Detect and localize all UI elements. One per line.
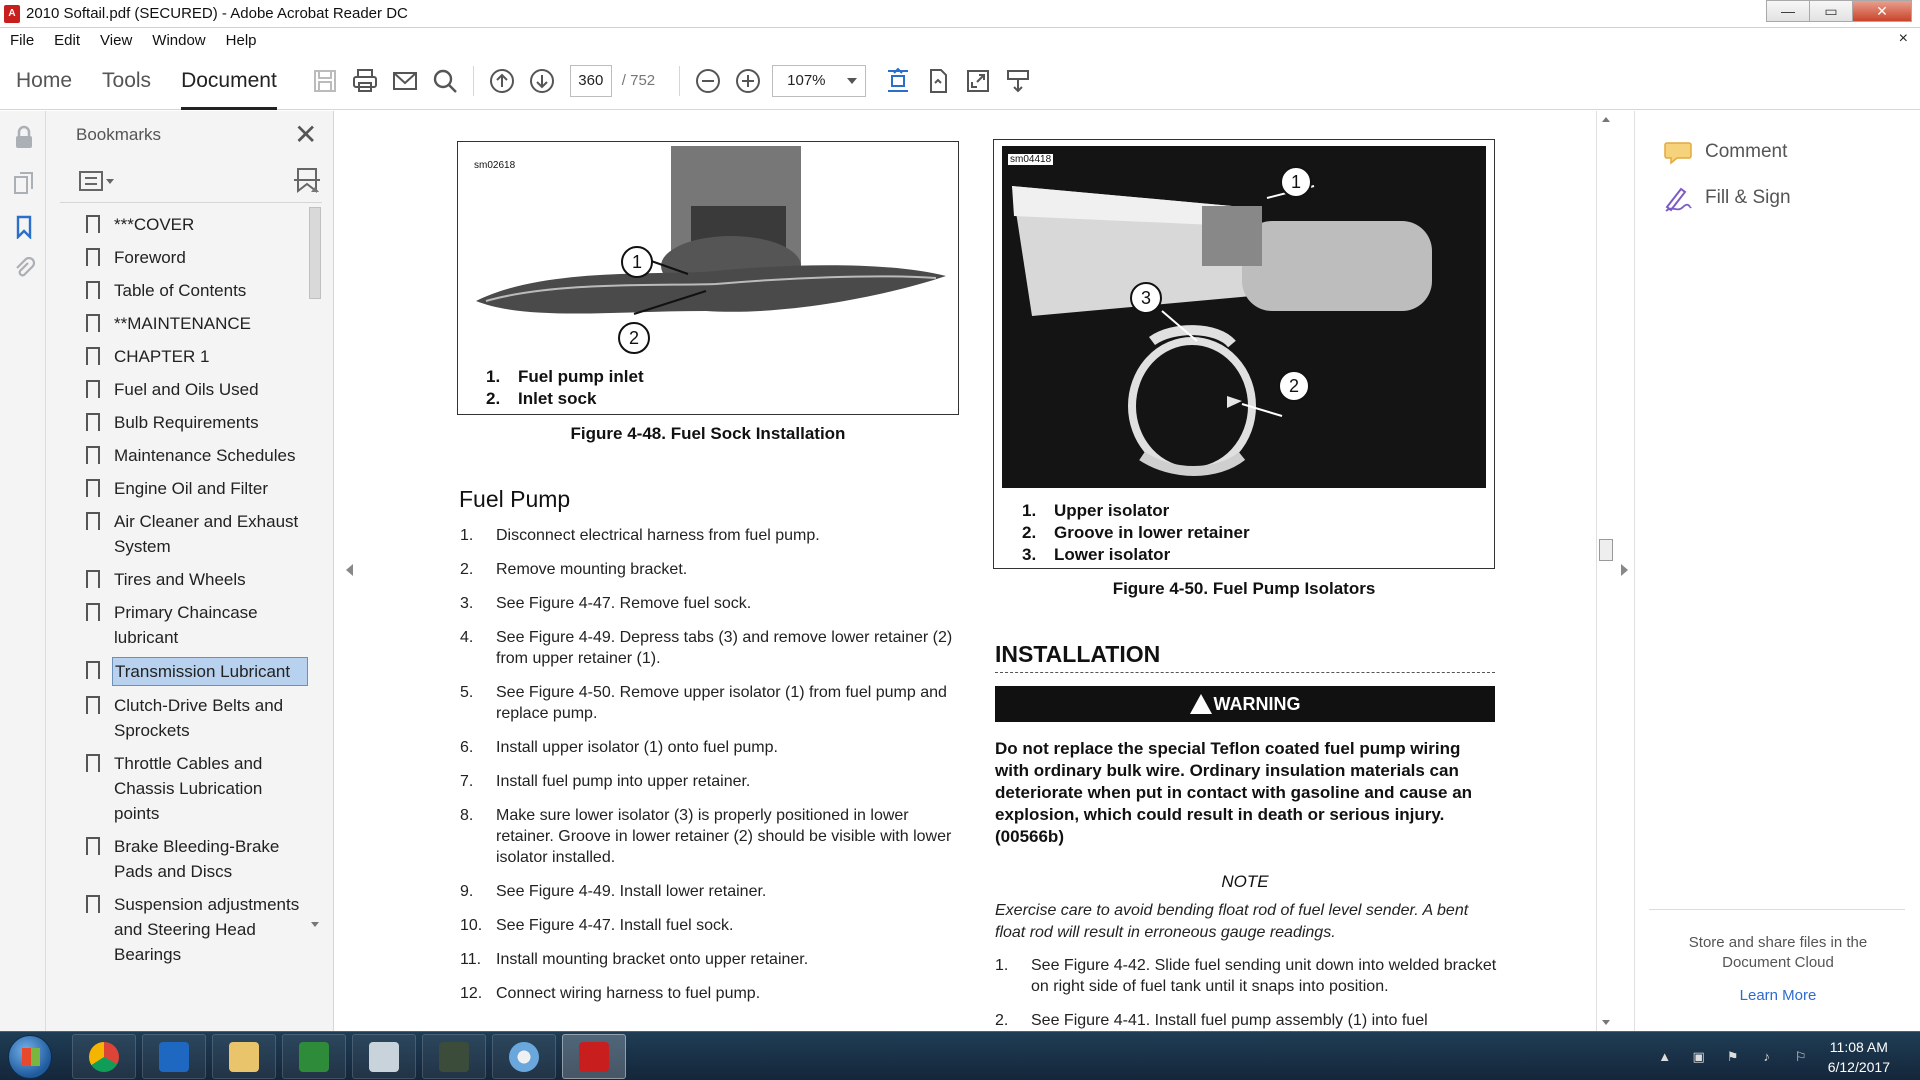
step-text: See Figure 4-47. Remove fuel sock.	[496, 595, 752, 612]
step-text: Install fuel pump into upper retainer.	[496, 773, 751, 790]
bookmark-label: Bulb Requirements	[114, 413, 259, 432]
scroll-thumb[interactable]	[309, 207, 321, 299]
bookmark-list	[60, 211, 310, 1023]
bookmark-label: Primary Chaincase lubricant	[114, 603, 258, 647]
pdf-page	[360, 111, 1596, 1031]
bookmark-label: Brake Bleeding-Brake Pads and Discs	[114, 837, 280, 881]
scroll-down-icon[interactable]	[1602, 1020, 1610, 1025]
step-number: 1.	[995, 957, 1009, 974]
outlook-taskbar-button[interactable]	[142, 1034, 206, 1079]
calculator-icon	[369, 1042, 399, 1072]
document-view[interactable]	[360, 111, 1596, 1031]
section-heading: Fuel Pump	[459, 486, 571, 512]
bookmark-label: Maintenance Schedules	[114, 446, 296, 465]
maximize-button[interactable]: ▭	[1809, 0, 1853, 22]
bookmark-icon	[86, 754, 100, 772]
bookmark-label: Tires and Wheels	[114, 570, 246, 589]
legend-number: 2.	[486, 389, 501, 408]
volume-icon[interactable]: ♪	[1763, 1049, 1770, 1064]
bookmark-item[interactable]	[60, 310, 310, 337]
menu-edit[interactable]: Edit	[54, 31, 81, 49]
step-item	[995, 955, 1497, 997]
network-icon[interactable]: ▣	[1692, 1048, 1705, 1064]
bookmark-label: Throttle Cables and Chassis Lubrication points	[114, 754, 263, 823]
toolbar-divider	[679, 66, 680, 96]
warning-label: WARNING	[1213, 693, 1301, 714]
attachments-icon[interactable]	[12, 257, 36, 281]
bookmark-icon	[86, 380, 100, 398]
step-item	[460, 949, 960, 970]
note-title: NOTE	[1221, 872, 1269, 891]
zoom-level-value: 107%	[787, 72, 826, 89]
paint-taskbar-button[interactable]	[492, 1034, 556, 1079]
bookmark-icon	[86, 837, 100, 855]
bookmark-icon	[86, 895, 100, 913]
bookmark-item[interactable]	[60, 566, 310, 593]
step-number: 8.	[460, 807, 474, 824]
bookmark-item[interactable]	[60, 211, 310, 238]
close-document-button[interactable]: ×	[1898, 30, 1908, 47]
app-taskbar-button[interactable]	[282, 1034, 346, 1079]
step-text: See Figure 4-49. Install lower retainer.	[496, 883, 767, 900]
bookmark-item-selected[interactable]	[60, 657, 310, 686]
legend-text: Upper isolator	[1054, 501, 1170, 520]
bookmark-options-icon[interactable]	[78, 169, 116, 193]
zoom-in-icon[interactable]	[728, 61, 768, 101]
step-number: 9.	[460, 883, 474, 900]
monitor-icon	[439, 1042, 469, 1072]
document-cloud-text: Store and share files in the Document Cloud	[1688, 934, 1868, 971]
bookmark-label: CHAPTER 1	[114, 347, 210, 366]
figure-caption: Figure 4-48. Fuel Sock Installation	[570, 424, 846, 443]
fuel-pump-isolators-photo	[1002, 146, 1486, 488]
fuel-sock-drawing	[466, 146, 952, 346]
comment-label: Comment	[1705, 141, 1788, 162]
legend-text: Fuel pump inlet	[518, 367, 644, 386]
step-text: See Figure 4-42. Slide fuel sending unit down into welded bracket on right side of fuel tank until it snaps into position.	[1031, 957, 1497, 995]
step-number: 12.	[460, 985, 483, 1002]
bookmark-label: Suspension adjustments and Steering Head Bearings	[114, 895, 300, 964]
bookmark-label: Transmission Lubricant	[112, 657, 308, 686]
bookmark-item[interactable]	[60, 409, 310, 436]
warning-icon	[1190, 694, 1212, 714]
bookmark-item[interactable]	[60, 508, 310, 560]
bookmark-label: Clutch-Drive Belts and Sprockets	[114, 696, 284, 740]
chevron-down-icon	[847, 78, 857, 84]
full-screen-icon[interactable]	[958, 61, 998, 101]
step-text: See Figure 4-50. Remove upper isolator (1) from fuel pump and replace pump.	[496, 684, 947, 722]
bookmark-item[interactable]	[60, 692, 310, 744]
bookmark-item[interactable]	[60, 599, 310, 651]
close-window-button[interactable]: ✕	[1852, 0, 1912, 22]
page-total: / 752	[621, 72, 656, 89]
warning-banner	[995, 686, 1495, 722]
bookmark-item[interactable]	[60, 277, 310, 304]
scroll-up-icon[interactable]	[1602, 117, 1610, 122]
divider	[995, 672, 1495, 673]
bookmark-icon	[86, 314, 100, 332]
acrobat-icon	[579, 1042, 609, 1072]
bookmark-item[interactable]	[60, 343, 310, 370]
folder-icon	[229, 1042, 259, 1072]
step-item	[460, 525, 960, 546]
callout-2: 2	[618, 322, 650, 354]
step-number: 5.	[460, 684, 474, 701]
bookmark-icon	[86, 281, 100, 299]
figure-legend	[1022, 500, 1250, 566]
step-number: 1.	[460, 527, 474, 544]
bookmark-label: **MAINTENANCE	[114, 314, 251, 333]
previous-page-icon[interactable]	[482, 61, 522, 101]
clock-date: 6/12/2017	[1827, 1058, 1890, 1075]
step-text: Remove mounting bracket.	[496, 561, 688, 578]
rotate-page-icon[interactable]	[918, 61, 958, 101]
zoom-out-icon[interactable]	[688, 61, 728, 101]
show-hidden-icons-icon[interactable]: ▲	[1658, 1049, 1672, 1064]
callout-3: 3	[1130, 282, 1162, 314]
toolbar-divider	[473, 66, 474, 96]
collapse-left-panel-icon[interactable]	[346, 564, 353, 576]
bookmarks-panel	[46, 111, 334, 1031]
step-text: Install mounting bracket onto upper retainer.	[496, 951, 809, 968]
step-text: Disconnect electrical harness from fuel pump.	[496, 527, 820, 544]
bookmark-icon	[86, 347, 100, 365]
step-number: 3.	[460, 595, 474, 612]
green-app-icon	[299, 1042, 329, 1072]
bookmark-icon	[86, 696, 100, 714]
minimize-button[interactable]: —	[1766, 0, 1810, 22]
fill-sign-tool[interactable]	[1663, 183, 1791, 213]
bookmark-icon	[86, 512, 100, 530]
bookmark-label: Fuel and Oils Used	[114, 380, 259, 399]
bookmark-icon	[86, 661, 100, 679]
step-item	[995, 1010, 1497, 1031]
step-number: 4.	[460, 629, 474, 646]
monitor-app-taskbar-button[interactable]	[422, 1034, 486, 1079]
flag-icon[interactable]: ⚐	[1794, 1048, 1807, 1064]
step-number: 6.	[460, 739, 474, 756]
read-mode-icon[interactable]	[998, 61, 1038, 101]
step-item	[460, 915, 960, 936]
figure-caption: Figure 4-50. Fuel Pump Isolators	[1112, 579, 1376, 598]
bookmarks-scrollbar[interactable]	[308, 183, 322, 931]
tab-tools[interactable]: Tools	[102, 68, 152, 92]
fill-sign-icon	[1663, 183, 1693, 213]
figure-tag: sm02618	[474, 160, 516, 171]
step-text: See Figure 4-49. Depress tabs (3) and remove lower retainer (2) from upper retainer (1).	[496, 629, 953, 667]
bookmark-item[interactable]	[60, 475, 310, 502]
bookmark-item[interactable]	[60, 833, 310, 885]
step-item	[460, 771, 960, 792]
callout-2: 2	[1278, 370, 1310, 402]
scroll-down-icon[interactable]	[311, 922, 319, 927]
figure-4-50	[993, 139, 1495, 569]
step-item	[460, 627, 960, 669]
fuel-pump-photo-drawing	[1002, 146, 1486, 488]
action-center-icon[interactable]: ⚑	[1726, 1048, 1739, 1064]
bookmark-label: Foreword	[114, 248, 186, 267]
tools-pane	[1634, 111, 1920, 1031]
menu-help[interactable]: Help	[225, 31, 257, 49]
page-number-input[interactable]: 360	[570, 65, 612, 97]
title-bar	[0, 0, 1920, 28]
fit-width-scroll-icon[interactable]	[878, 61, 918, 101]
bookmark-item[interactable]	[60, 442, 310, 469]
step-number: 11.	[460, 951, 482, 968]
bookmark-icon	[86, 570, 100, 588]
bookmark-label: ***COVER	[114, 215, 195, 234]
calculator-taskbar-button[interactable]	[352, 1034, 416, 1079]
figure-4-48	[457, 141, 959, 415]
legend-text: Lower isolator	[1054, 545, 1171, 564]
tab-home[interactable]: Home	[16, 68, 73, 92]
step-item	[460, 737, 960, 758]
legend-number: 3.	[1022, 545, 1037, 564]
system-tray	[1648, 1032, 1920, 1080]
figure-tag: sm04418	[1010, 154, 1052, 165]
bookmark-label: Engine Oil and Filter	[114, 479, 269, 498]
paint-icon	[509, 1042, 539, 1072]
step-number: 2.	[460, 561, 474, 578]
outlook-icon	[159, 1042, 189, 1072]
bookmark-icon	[86, 446, 100, 464]
next-page-icon[interactable]	[522, 61, 562, 101]
save-icon[interactable]	[305, 61, 345, 101]
legend-number: 2.	[1022, 523, 1037, 542]
figure-legend	[486, 366, 644, 410]
window-title: 2010 Softail.pdf (SECURED) - Adobe Acrobat Reader DC	[26, 5, 408, 22]
print-icon[interactable]	[345, 61, 385, 101]
acrobat-taskbar-button[interactable]	[562, 1034, 626, 1079]
section-heading: INSTALLATION	[995, 641, 1161, 667]
step-text: Connect wiring harness to fuel pump.	[496, 985, 761, 1002]
legend-number: 1.	[1022, 501, 1037, 520]
bookmark-label: Table of Contents	[114, 281, 247, 300]
bookmark-item[interactable]	[60, 244, 310, 271]
step-number: 10.	[460, 917, 483, 934]
window-controls	[1767, 0, 1912, 22]
bookmarks-title: Bookmarks	[76, 125, 162, 144]
bookmarks-toolbar	[60, 159, 322, 203]
zoom-level-select[interactable]	[772, 65, 866, 97]
email-icon[interactable]	[385, 61, 425, 101]
fuel-sock-illustration	[466, 146, 952, 346]
step-text: See Figure 4-47. Install fuel sock.	[496, 917, 734, 934]
step-text: Make sure lower isolator (3) is properly positioned in lower retainer. Groove in lower retainer (2) should be visible with lower isolator installed.	[496, 807, 952, 866]
step-item	[460, 559, 960, 580]
start-button[interactable]	[8, 1035, 52, 1079]
bookmark-item[interactable]	[60, 376, 310, 403]
step-item	[460, 881, 960, 902]
legend-text: Groove in lower retainer	[1054, 523, 1250, 542]
document-scrollbar[interactable]	[1596, 111, 1614, 1031]
clock[interactable]	[1828, 1037, 1890, 1077]
menu-bar	[0, 28, 1920, 52]
chrome-taskbar-button[interactable]	[72, 1034, 136, 1079]
bookmark-panel-icon[interactable]	[12, 215, 36, 239]
chrome-icon	[89, 1042, 119, 1072]
step-text: See Figure 4-41. Install fuel pump assembly (1) into fuel	[1031, 1012, 1428, 1029]
menu-view[interactable]: View	[100, 31, 133, 49]
step-item	[460, 682, 960, 724]
fill-sign-label: Fill & Sign	[1705, 187, 1791, 208]
expand-right-panel-icon[interactable]	[1621, 564, 1628, 576]
menu-window[interactable]: Window	[152, 31, 206, 49]
legend-text: Inlet sock	[518, 389, 597, 408]
step-number: 2.	[995, 1012, 1009, 1029]
step-text: Install upper isolator (1) onto fuel pump.	[496, 739, 778, 756]
bookmark-icon	[86, 413, 100, 431]
legend-number: 1.	[486, 367, 501, 386]
bookmark-item[interactable]	[60, 750, 310, 827]
menu-file[interactable]: File	[10, 31, 35, 49]
bookmark-item[interactable]	[60, 891, 310, 968]
bookmark-icon	[86, 248, 100, 266]
bookmark-label: Air Cleaner and Exhaust System	[114, 512, 299, 556]
navigation-rail	[0, 111, 46, 1031]
fuel-pump-steps	[460, 525, 960, 1017]
scroll-thumb[interactable]	[1599, 539, 1613, 561]
windows-taskbar	[0, 1031, 1920, 1080]
comment-icon	[1663, 137, 1693, 167]
lock-icon[interactable]	[12, 125, 36, 149]
callout-1: 1	[1280, 166, 1312, 198]
divider	[1649, 909, 1905, 910]
close-bookmarks-button[interactable]: ✕	[294, 119, 318, 150]
acrobat-app-icon: A	[4, 5, 20, 23]
note-text: Exercise care to avoid bending float rod of fuel level sender. A bent float rod will result in erroneous gauge readings.	[995, 902, 1469, 941]
comment-tool[interactable]	[1663, 137, 1787, 167]
scroll-up-icon[interactable]	[311, 187, 319, 192]
bookmark-icon	[86, 479, 100, 497]
step-item	[460, 593, 960, 614]
bookmark-icon	[86, 215, 100, 233]
search-icon[interactable]	[425, 61, 465, 101]
bookmark-icon	[86, 603, 100, 621]
file-explorer-taskbar-button[interactable]	[212, 1034, 276, 1079]
learn-more-link[interactable]: Learn More	[1739, 987, 1817, 1004]
callout-1: 1	[621, 246, 653, 278]
warning-text: Do not replace the special Teflon coated fuel pump wiring with ordinary bulk wire. Ordinary insulation materials can deteriorate when put in contact with gasoline and cause an explosion, which could result in death or serious injury. (00566b)	[995, 739, 1473, 846]
page-thumbnails-icon[interactable]	[12, 171, 36, 195]
step-item	[460, 983, 960, 1004]
toolbar	[0, 52, 1920, 110]
step-number: 7.	[460, 773, 474, 790]
step-item	[460, 805, 960, 868]
clock-time: 11:08 AM	[1829, 1038, 1888, 1055]
tab-document[interactable]: Document	[181, 52, 277, 110]
